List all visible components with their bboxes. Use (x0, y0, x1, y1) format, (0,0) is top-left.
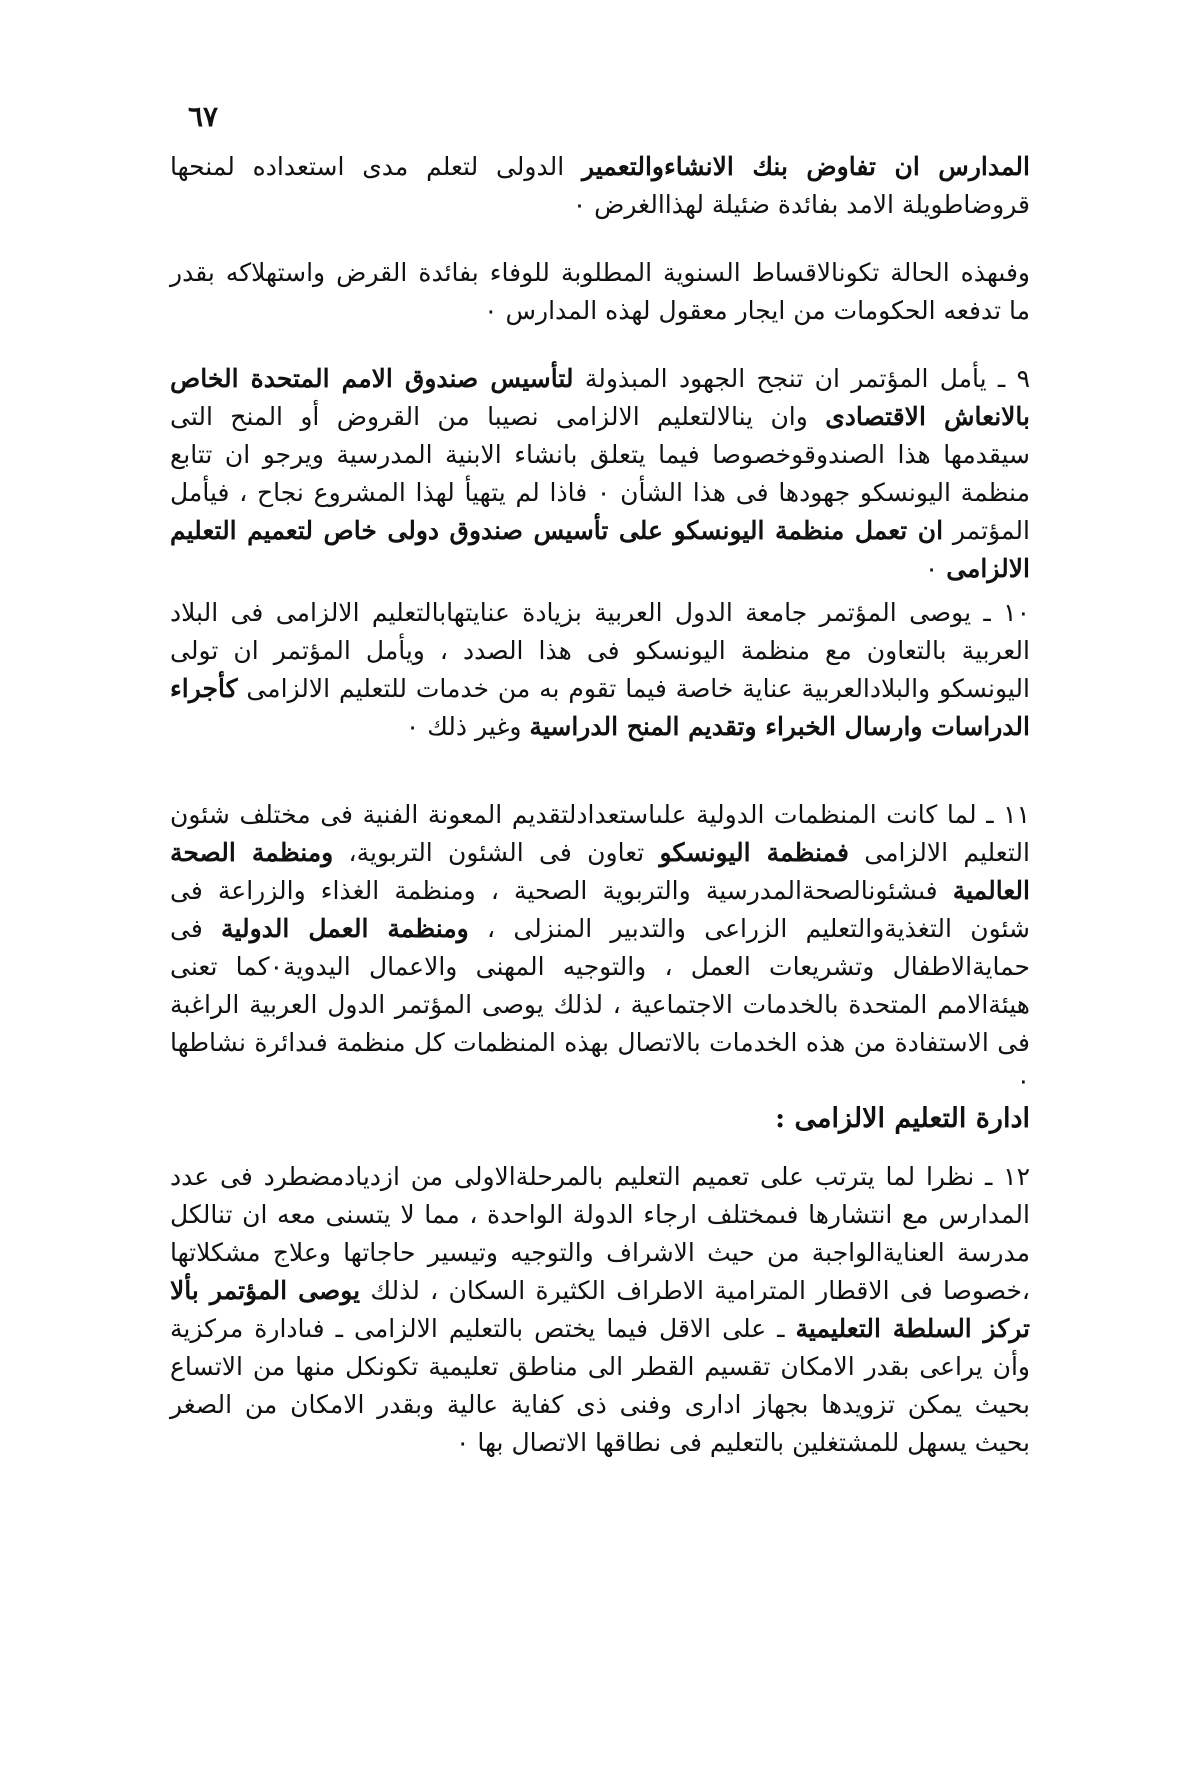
paragraph-text: تعاون فى الشئون التربوية، (348, 838, 645, 867)
paragraph-text: الدولى لتعلم مدى استعداده لمنحها قروضاطويلة الامد بفائدة ضئيلة لهذاالغرض ٠ (170, 152, 1030, 219)
paragraph-text: ٩ ـ يأمل المؤتمر ان تنجح الجهود المبذولة (584, 364, 1031, 393)
paragraph-text: وان ينالالتعليم الالزامى نصيبا من القروض أو المنح التى سيقدمها هذا الصندوقوخصوصا فيما يتعلق بانشاء الابنية المدرسية ويرجو ان تتابع منظمة اليونسكو جهودها فى هذا الشأن ٠ فاذا لم يتهيأ لهذا المشروع نجاح ، فيأمل المؤتمر (170, 402, 1030, 545)
paragraph-text: ١٠ ـ يوصى المؤتمر جامعة الدول العربية بزيادة عنايتهابالتعليم الالزامى فى البلاد العربية بالتعاون مع منظمة اليونسكو فى هذا الصدد ، ويأمل المؤتمر ان تولى اليونسكو والبلادالعربية عناية خاصة فيما تقوم به من خدمات للتعليم الالزامى (170, 598, 1030, 703)
unesco-fund-phrase: ان تعمل منظمة اليونسكو على تأسيس صندوق دولى خاص لتعميم التعليم الالزامى (170, 516, 1030, 583)
paragraph-text: فى حمايةالاطفال وتشريعات العمل ، والتوجيه المهنى والاعمال اليدوية٠كما تعنى هيئةالامم المتحدة بالخدمات الاجتماعية ، لذلك يوصى المؤتمر الدول العربية الراغبة فى الاستفادة من هذه الخدمات بالاتصال بهذه المنظمات كل منظمة فىدائرة نشاطها ٠ (170, 914, 1030, 1095)
studies-experts-phrase: كأجراء الدراسات وارسال الخبراء وتقديم المنح الدراسية (170, 674, 1030, 741)
paragraph-schools-loan (170, 148, 1030, 224)
paragraph-text: فىشئونالصحةالمدرسية والتربوية الصحية ، ومنظمة الغذاء والزراعة فى شئون التغذيةوالتعليم الزراعى والتدبير المنزلى ، (170, 876, 1030, 943)
paragraph-installments (170, 254, 1030, 330)
paragraph-text: ٠ (924, 554, 939, 583)
page-number: ٦٧ (188, 100, 219, 133)
bank-phrase: المدارس ان تفاوض بنك الانشاءوالتعمير (581, 152, 1030, 181)
centralization-phrase: يوصى المؤتمر بألا تركز السلطة التعليمية (170, 1276, 1030, 1343)
who-phrase: ومنظمة الصحة العالمية (170, 838, 1030, 905)
paragraph-text: ـ على الاقل فيما يختص بالتعليم الالزامى ـ فىادارة مركزية وأن يراعى بقدر الامكان تقسيم القطر الى مناطق تعليمية تكونكل منها من الاتساع بحيث يمكن تزويدها بجهاز ادارى وفنى ذى كفاية عالية وبقدر الامكان من الصغر بحيث يسهل للمشتغلين بالتعليم فى نطاقها الاتصال بها ٠ (170, 1314, 1030, 1457)
ilo-phrase: ومنظمة العمل الدولية (221, 914, 469, 943)
paragraph-12 (170, 1158, 1030, 1462)
paragraph-10 (170, 594, 1030, 746)
paragraph-text: ١٢ ـ نظرا لما يترتب على تعميم التعليم بالمرحلةالاولى من ازديادمضطرد فى عدد المدارس مع انتشارها فىمختلف ارجاء الدولة الواحدة ، مما لا يتسنى معه ان تنالكل مدرسة العنايةالواجبة من حيث الاشراف والتوجيه وتيسير حاجاتها وعلاج مشكلاتها ،خصوصا فى الاقطار المترامية الاطراف الكثيرة السكان ، لذلك (170, 1162, 1030, 1305)
paragraph-9 (170, 360, 1030, 588)
paragraph-text: وفىهذه الحالة تكونالاقساط السنوية المطلوبة للوفاء بفائدة القرض واستهلاكه بقدر ما تدفعه الحكومات من ايجار معقول لهذه المدارس ٠ (170, 258, 1030, 325)
unesco-phrase: فمنظمة اليونسكو (659, 838, 849, 867)
paragraph-11 (170, 796, 1030, 1100)
paragraph-text: ١١ ـ لما كانت المنظمات الدولية علىاستعدادلتقديم المعونة الفنية فى مختلف شئون التعليم الالزامى (170, 800, 1030, 867)
section-heading: ادارة التعليم الالزامى : (775, 1103, 1030, 1134)
paragraph-text: وغير ذلك ٠ (405, 712, 522, 741)
un-fund-phrase: لتأسيس صندوق الامم المتحدة الخاص بالانعاش الاقتصادى (170, 364, 1030, 431)
